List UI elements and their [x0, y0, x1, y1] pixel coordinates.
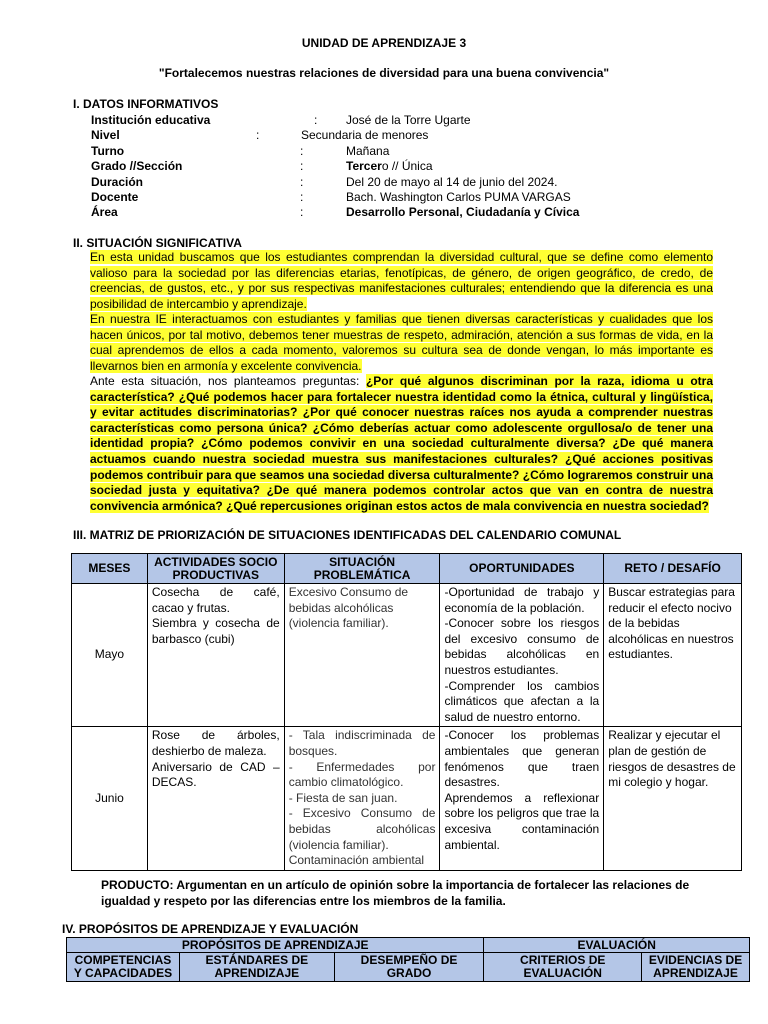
section-matriz-heading: III. MATRIZ DE PRIORIZACIÓN DE SITUACIONES IDENTIFICADAS DEL CALENDARIO COMUNAL: [73, 528, 622, 542]
section-situacion-heading: II. SITUACIÓN SIGNIFICATIVA: [73, 236, 242, 250]
matriz-cell-line: Cosecha de café, cacao y frutas.: [151, 585, 280, 615]
situacion-paragraph-3: [90, 374, 713, 514]
matriz-cell-line: Buscar estrategias para reducir el efecto nocivo de la bebidas alcohólicas en nuestros estudiantes.: [608, 585, 735, 662]
datos-value: Desarrollo Personal, Ciudadanía y Cívica: [346, 205, 580, 219]
propositos-col-evidencias: EVIDENCIAS DE APRENDIZAJE: [642, 953, 750, 982]
datos-label: Nivel: [91, 128, 120, 142]
matriz-mes: Mayo: [72, 584, 148, 727]
matriz-cell-line: - Enfermedades por cambio climatológico.: [288, 759, 436, 790]
matriz-situacion: [284, 727, 440, 870]
matriz-situacion: [284, 584, 440, 727]
datos-value: Secundaria de menores: [301, 128, 429, 142]
situacion-paragraph-2: [90, 312, 713, 374]
matriz-reto: [604, 584, 742, 727]
matriz-mes: Junio: [72, 727, 148, 870]
datos-colon: :: [300, 175, 304, 189]
datos-colon: :: [300, 190, 304, 204]
datos-colon: :: [314, 113, 318, 127]
matriz-cell-line: Aniversario de CAD – DECAS.: [151, 759, 280, 790]
situacion-p1-text: En esta unidad buscamos que los estudiantes comprendan la diversidad cultural, que se define como elemento valioso para la sociedad por las diferencias etarias, fenotípicas, de género, de origen geográfico, de credo, de creencias, de gustos, etc., y por sus respectivas manifestaciones culturales; entendiendo que la diferencia es una posibilidad de intercambio y aprendizaje.: [90, 250, 713, 311]
unit-subtitle: "Fortalecemos nuestras relaciones de diversidad para una buena convivencia": [158, 66, 610, 80]
producto-label: PRODUCTO:: [101, 878, 174, 892]
matriz-oportunidades: [440, 727, 604, 870]
matriz-col-situacion: SITUACIÓN PROBLEMÁTICA: [284, 554, 440, 584]
matriz-col-actividades: ACTIVIDADES SOCIO PRODUCTIVAS: [147, 554, 284, 584]
datos-colon: :: [300, 205, 304, 219]
matriz-cell-line: -Comprender los cambios climáticos que afectan a la salud de nuestro entorno.: [444, 678, 600, 724]
datos-colon: :: [300, 159, 304, 173]
datos-value: Mañana: [346, 144, 390, 158]
matriz-col-meses: MESES: [72, 554, 148, 584]
datos-value: [346, 159, 433, 173]
matriz-reto: [604, 727, 742, 870]
matriz-actividades: [147, 584, 284, 727]
datos-value: Del 20 de mayo al 14 de junio del 2024.: [346, 175, 558, 189]
table-row: [72, 727, 742, 870]
matriz-col-oportunidades: OPORTUNIDADES: [440, 554, 604, 584]
unit-title: UNIDAD DE APRENDIZAJE 3: [301, 36, 467, 50]
producto-text: Argumentan en un artículo de opinión sobre la importancia de fortalecer las relaciones de igualdad y respeto por las diferencias entre los miembros de la familia.: [101, 878, 690, 908]
datos-label: Institución educativa: [91, 113, 211, 127]
propositos-group-evaluacion: EVALUACIÓN: [484, 938, 750, 953]
datos-label: Duración: [91, 175, 144, 189]
matriz-cell-line: Realizar y ejecutar el plan de gestión de riesgos de desastres de mi colegio y hogar.: [608, 728, 736, 790]
datos-value-rest: o // Única: [381, 159, 433, 173]
matriz-cell-line: Contaminación ambiental: [288, 853, 425, 868]
matriz-cell-line: -Oportunidad de trabajo y economía de la población.: [444, 585, 600, 615]
matriz-table: [71, 553, 742, 871]
matriz-cell-line: Rose de árboles, deshierbo de maleza.: [151, 728, 280, 758]
propositos-col-competencias: COMPETENCIAS Y CAPACIDADES: [67, 953, 180, 982]
table-row: [72, 584, 742, 727]
propositos-col-criterios: CRITERIOS DE EVALUACIÓN: [484, 953, 642, 982]
datos-colon: :: [256, 128, 260, 142]
situacion-questions: ¿Por qué algunos discriminan por la raza, idioma u otra característica? ¿Qué podemos hacer para fortalecer nuestra identidad como la étnica, cultural y lingüística, y evitar actitudes discriminatorias? ¿Por qué conocer nuestras raíces nos ayuda a comprender nuestras características como persona única? ¿Cómo deberías actuar como adolescente orgullosa/o de tener una identidad propia? ¿Cómo podemos convivir en una sociedad culturalmente diversa? ¿De qué manera actuamos cuando nuestra sociedad muestra sus manifestaciones culturales? ¿Qué acciones positivas podemos contribuir para que seamos una sociedad diversa culturalmente? ¿Cómo lograremos construir una sociedad justa y equitativa? ¿De qué manera podemos controlar actos que van en contra de nuestra convivencia armónica? ¿Qué repercusiones originan estos actos de mala convivencia en nuestra sociedad?: [90, 374, 713, 513]
section-datos-heading: I. DATOS INFORMATIVOS: [73, 97, 219, 111]
matriz-actividades: [147, 727, 284, 870]
datos-value: José de la Torre Ugarte: [346, 113, 471, 127]
matriz-cell-line: -Conocer los problemas ambientales que generan fenómenos que traen desastres.: [444, 728, 600, 790]
propositos-header-row: [67, 953, 750, 982]
datos-label: Docente: [91, 190, 139, 204]
matriz-cell-line: - Tala indiscriminada de bosques.: [288, 728, 436, 758]
situacion-p3-intro: Ante esta situación, nos planteamos preguntas:: [90, 374, 366, 388]
datos-value-bold: Tercer: [346, 159, 382, 173]
datos-label: Turno: [91, 144, 125, 158]
matriz-cell-line: Siembra y cosecha de barbasco (cubi): [151, 616, 280, 646]
situacion-paragraph-1: [90, 250, 713, 312]
matriz-col-reto: RETO / DESAFÍO: [604, 554, 742, 584]
matriz-cell-line: - Excesivo Consumo de bebidas alcohólicas (violencia familiar).: [288, 806, 436, 852]
producto-block: [101, 877, 701, 909]
matriz-oportunidades: [440, 584, 604, 727]
datos-label: Grado //Sección: [91, 159, 183, 173]
datos-colon: :: [300, 144, 304, 158]
matriz-cell-line: - Fiesta de san juan.: [288, 790, 398, 805]
matriz-cell-line: -Conocer sobre los riesgos del excesivo consumo de bebidas alcohólicas en nuestros estudiantes.: [444, 616, 600, 677]
propositos-table: [66, 937, 750, 982]
matriz-cell-line: Aprendemos a reflexionar sobre los peligros que trae la excesiva contaminación ambiental.: [444, 790, 600, 852]
situacion-p2-text: En nuestra IE interactuamos con estudiantes y familias que tienen diversas características y cualidades que los hacen únicos, por tal motivo, debemos tener muestras de respeto, admiración, atención a sus formas de vida, en la cual aprendemos de ellos a cada momento, valoremos su cultura sea de donde vengan, lo más importante es llevarnos bien en armonía y excelente convivencia.: [90, 312, 713, 373]
propositos-col-desempeno: DESEMPEÑO DE GRADO: [334, 953, 484, 982]
propositos-group-row: [67, 938, 750, 953]
propositos-col-estandares: ESTÁNDARES DE APRENDIZAJE: [179, 953, 334, 982]
propositos-group-aprendizaje: PROPÓSITOS DE APRENDIZAJE: [67, 938, 484, 953]
datos-value: Bach. Washington Carlos PUMA VARGAS: [346, 190, 571, 204]
datos-label: Área: [91, 205, 118, 219]
matriz-header-row: [72, 554, 742, 584]
section-propositos-heading: IV. PROPÓSITOS DE APRENDIZAJE Y EVALUACIÓN: [62, 922, 359, 936]
matriz-cell-line: Excesivo Consumo de bebidas alcohólicas (violencia familiar).: [288, 585, 409, 631]
